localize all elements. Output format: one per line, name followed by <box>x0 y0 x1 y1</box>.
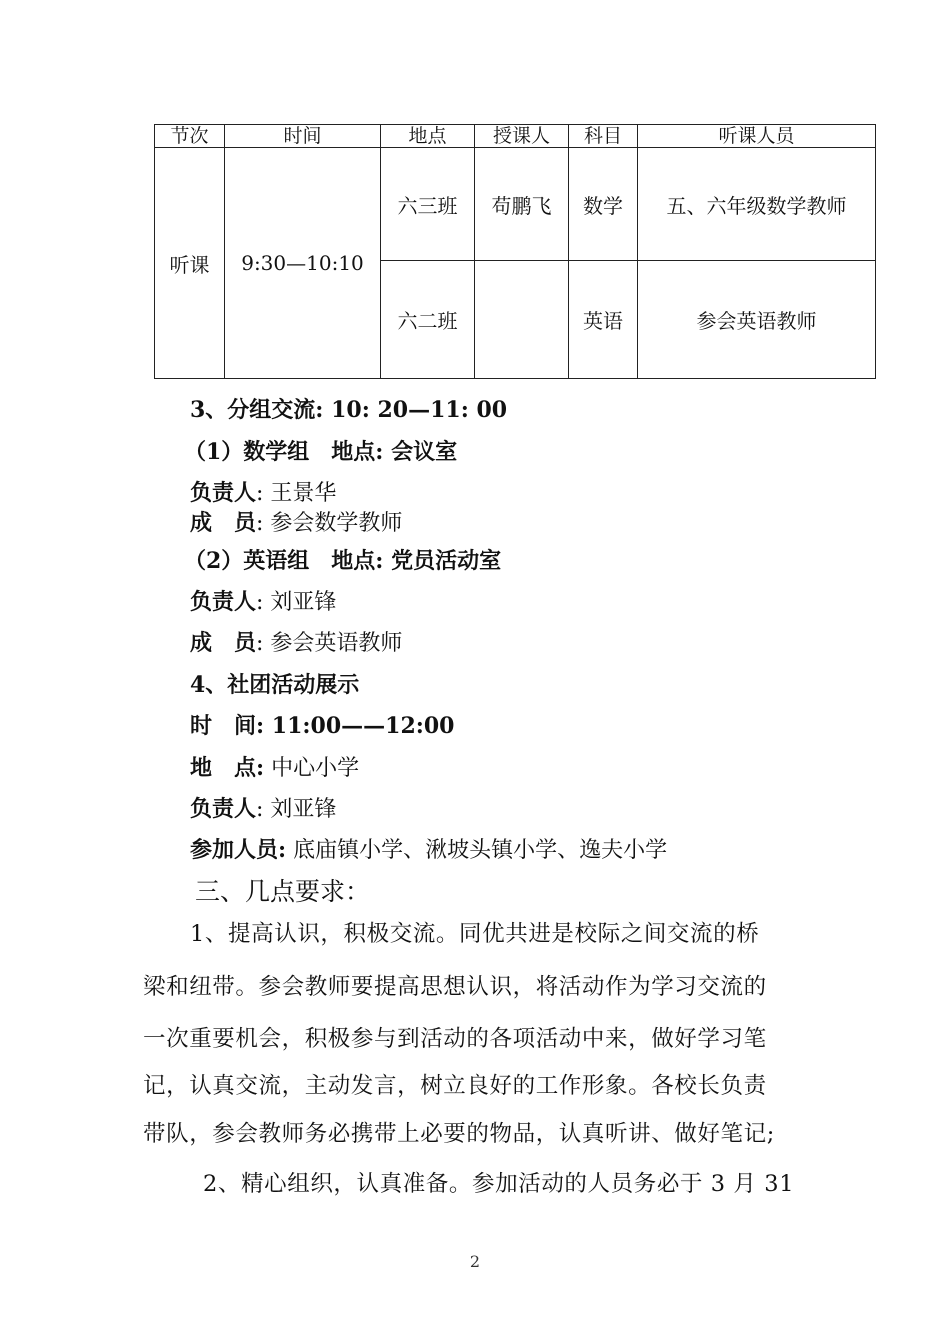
paragraph-line: 1、提高认识，积极交流。同优共进是校际之间交流的桥 <box>190 921 760 947</box>
english-member-line <box>190 626 402 657</box>
cell-subject: 英语 <box>569 261 638 379</box>
cell-time: 9:30—10:10 <box>225 148 381 379</box>
schedule-table <box>154 124 876 379</box>
paragraph-line: 梁和纽带。参会教师要提高思想认识，将活动作为学习交流的 <box>143 974 767 1000</box>
table-row <box>155 148 876 261</box>
item4-heading: 4、社团活动展示 <box>190 672 360 698</box>
math-member-line <box>190 506 402 537</box>
cell-section: 听课 <box>155 148 225 379</box>
english-leader-key: 负责人 <box>190 589 257 615</box>
header-place: 地点 <box>381 125 475 148</box>
math-leader-value: : 王景华 <box>256 481 337 506</box>
page-number: 2 <box>469 1252 481 1271</box>
math-member-key: 成 员 <box>190 510 257 536</box>
item4-place-value: 中心小学 <box>264 756 360 781</box>
english-group-heading: （2）英语组 地点: 党员活动室 <box>184 548 502 574</box>
cell-place: 六三班 <box>381 148 475 261</box>
english-member-key: 成 员 <box>190 630 257 656</box>
header-audience: 听课人员 <box>638 125 876 148</box>
item4-place-key: 地 点: <box>190 755 265 781</box>
english-member-value: : 参会英语教师 <box>256 631 403 656</box>
item4-leader-line <box>190 792 336 823</box>
item4-participants-key: 参加人员: <box>190 837 287 863</box>
item3-heading: 3、分组交流: 10: 20—11: 00 <box>190 397 508 423</box>
table-header-row <box>155 125 876 148</box>
item4-leader-value: : 刘亚锋 <box>256 797 337 822</box>
cell-audience: 五、六年级数学教师 <box>638 148 876 261</box>
math-leader-line <box>190 476 336 507</box>
item4-participants-line <box>190 833 667 864</box>
cell-place: 六二班 <box>381 261 475 379</box>
math-group-heading: （1）数学组 地点: 会议室 <box>184 439 458 465</box>
header-time: 时间 <box>225 125 381 148</box>
item4-time: 时 间: 11:00——12:00 <box>190 713 455 739</box>
cell-subject: 数学 <box>569 148 638 261</box>
item4-leader-key: 负责人 <box>190 796 257 822</box>
cell-teacher <box>475 261 569 379</box>
cell-teacher: 苟鹏飞 <box>475 148 569 261</box>
header-section: 节次 <box>155 125 225 148</box>
section3-heading: 三、几点要求： <box>195 877 371 906</box>
item4-participants-value: 底庙镇小学、湫坡头镇小学、逸夫小学 <box>286 838 668 863</box>
item4-place-line <box>190 751 359 782</box>
header-teacher: 授课人 <box>475 125 569 148</box>
english-leader-line <box>190 585 336 616</box>
header-subject: 科目 <box>569 125 638 148</box>
cell-audience: 参会英语教师 <box>638 261 876 379</box>
math-leader-key: 负责人 <box>190 480 257 506</box>
paragraph-line: 2、精心组织，认真准备。参加活动的人员务必于 3 月 31 <box>203 1171 795 1197</box>
math-member-value: : 参会数学教师 <box>256 511 403 536</box>
paragraph-line: 带队，参会教师务必携带上必要的物品，认真听讲、做好笔记; <box>143 1121 775 1147</box>
paragraph-line: 一次重要机会，积极参与到活动的各项活动中来，做好学习笔 <box>143 1026 767 1052</box>
english-leader-value: : 刘亚锋 <box>256 590 337 615</box>
paragraph-line: 记，认真交流，主动发言，树立良好的工作形象。各校长负责 <box>143 1073 767 1099</box>
